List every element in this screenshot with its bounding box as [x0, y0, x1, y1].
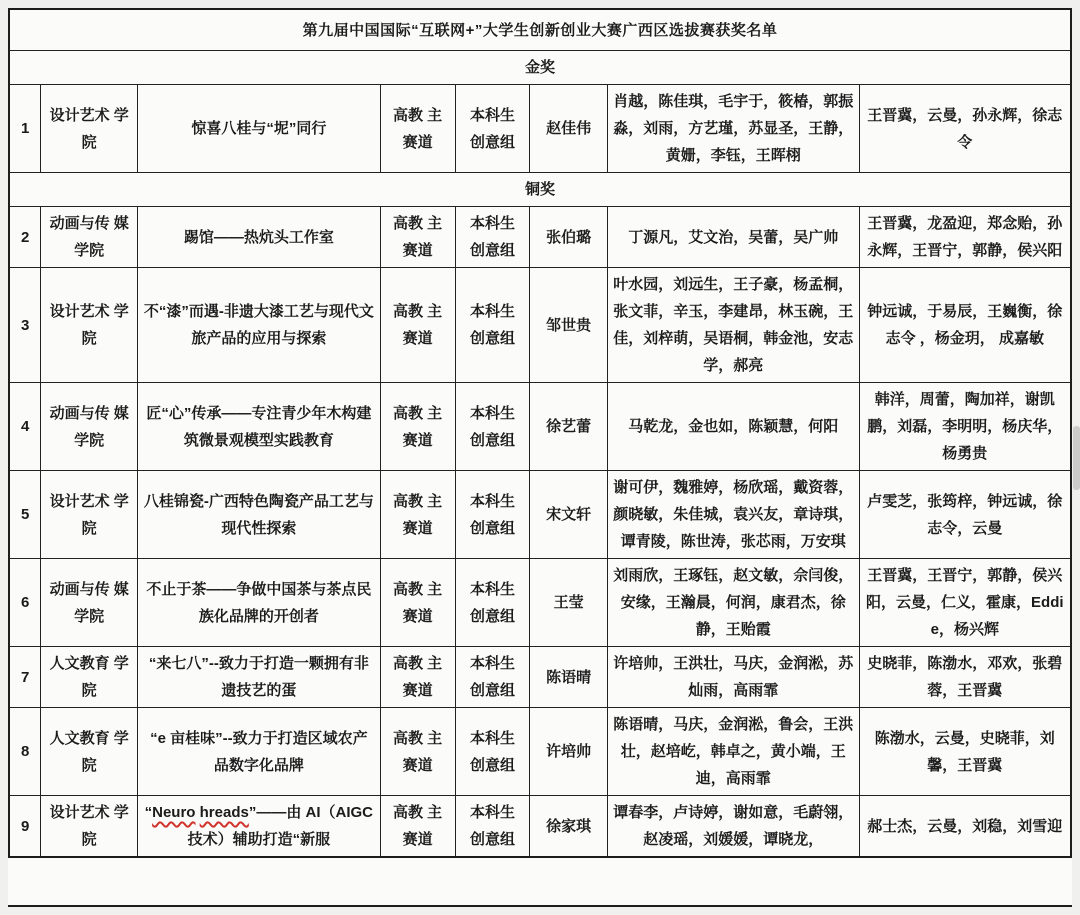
cell-project: “来七八”--致力于打造一颗拥有非遗技艺的蛋: [138, 647, 381, 708]
cell-number: 8: [9, 708, 41, 796]
cell-group: 本科生 创意组: [455, 647, 530, 708]
cell-members: 许培帅，王洪壮，马庆，金润淞，苏灿雨，高雨霏: [607, 647, 859, 708]
cell-advisors: 钟远诚，于易辰，王巍衡，徐志令 ，杨金玥， 成嘉敏: [859, 268, 1071, 383]
cell-college: 设计艺术 学院: [41, 796, 138, 858]
cell-group: 本科生 创意组: [455, 268, 530, 383]
cell-track: 高教 主赛道: [380, 471, 455, 559]
cell-number: 3: [9, 268, 41, 383]
table-row: [9, 559, 1071, 647]
cell-project: 八桂锦瓷-广西特色陶瓷产品工艺与现代性探索: [138, 471, 381, 559]
cell-college: 设计艺术 学院: [41, 85, 138, 173]
section-row: [9, 173, 1071, 207]
cell-members: 谭春李，卢诗婷，谢如意，毛蔚翎，赵凌瑶，刘媛媛，谭晓龙，: [607, 796, 859, 858]
cell-group: 本科生 创意组: [455, 85, 530, 173]
cell-project: “e 亩桂味”--致力于打造区域农产品数字化品牌: [138, 708, 381, 796]
cell-leader: 陈语晴: [530, 647, 608, 708]
cell-group: 本科生 创意组: [455, 207, 530, 268]
awards-tbody: [9, 9, 1071, 857]
cell-advisors: 王晋冀，王晋宁，郭静，侯兴阳，云曼，仁义，霍康，Eddie，杨兴辉: [859, 559, 1071, 647]
cell-number: 5: [9, 471, 41, 559]
cell-track: 高教 主赛道: [380, 647, 455, 708]
cell-track: 高教 主赛道: [380, 796, 455, 858]
cell-group: 本科生 创意组: [455, 559, 530, 647]
cell-members: 叶水园，刘远生，王子豪，杨孟桐，张文菲，辛玉，李建昂，林玉碗，王佳，刘梓萌，吴语桐，韩金池，安志学，郝亮: [607, 268, 859, 383]
cell-members: 马乾龙，金也如，陈颖慧，何阳: [607, 383, 859, 471]
cell-track: 高教 主赛道: [380, 559, 455, 647]
cell-project: 踢馆——热炕头工作室: [138, 207, 381, 268]
cell-advisors: 卢雯芝，张筠梓，钟远诚，徐志令，云曼: [859, 471, 1071, 559]
cell-project: “Neuro hreads”——由 AI（AIGC 技术）辅助打造“新服: [138, 796, 381, 858]
page-title: 第九届中国国际“互联网+”大学生创新创业大赛广西区选拔赛获奖名单: [9, 9, 1071, 51]
cell-number: 7: [9, 647, 41, 708]
awards-table: [8, 8, 1072, 858]
cell-leader: 邹世贵: [530, 268, 608, 383]
table-row: [9, 207, 1071, 268]
table-row: [9, 268, 1071, 383]
cell-college: 人文教育 学院: [41, 708, 138, 796]
cell-number: 9: [9, 796, 41, 858]
cell-leader: 张伯璐: [530, 207, 608, 268]
cell-leader: 王莹: [530, 559, 608, 647]
table-row: [9, 647, 1071, 708]
table-row: [9, 383, 1071, 471]
cell-advisors: 韩洋，周蕾，陶加祥，谢凯鹏，刘磊，李明明，杨庆华，杨勇贵: [859, 383, 1071, 471]
cell-college: 设计艺术 学院: [41, 471, 138, 559]
cell-members: 陈语晴，马庆，金润淞，鲁会，王洪壮，赵培屹，韩卓之，黄小端，王迪，高雨霏: [607, 708, 859, 796]
cell-leader: 许培帅: [530, 708, 608, 796]
cell-advisors: 史晓菲，陈渤水，邓欢，张碧蓉，王晋冀: [859, 647, 1071, 708]
cell-college: 动画与传 媒学院: [41, 383, 138, 471]
cell-group: 本科生 创意组: [455, 383, 530, 471]
cell-members: 刘雨欣，王琢钰，赵文敏，佘闫俊，安缘，王瀚晨，何润，康君杰，徐静，王贻霞: [607, 559, 859, 647]
cell-project: 不“漆”而遇-非遗大漆工艺与现代文旅产品的应用与探索: [138, 268, 381, 383]
cell-college: 人文教育 学院: [41, 647, 138, 708]
cell-track: 高教 主赛道: [380, 207, 455, 268]
cell-college: 设计艺术 学院: [41, 268, 138, 383]
cell-track: 高教 主赛道: [380, 383, 455, 471]
cell-members: 丁源凡，艾文治，吴蕾，吴广帅: [607, 207, 859, 268]
table-clip: [8, 8, 1072, 907]
scrollbar-thumb[interactable]: [1073, 426, 1080, 490]
cell-track: 高教 主赛道: [380, 708, 455, 796]
cell-group: 本科生 创意组: [455, 471, 530, 559]
cell-college: 动画与传 媒学院: [41, 559, 138, 647]
cell-group: 本科生 创意组: [455, 796, 530, 858]
cell-project: 惊喜八桂与“坭”同行: [138, 85, 381, 173]
cell-leader: 徐艺蕾: [530, 383, 608, 471]
cell-advisors: 郝士杰，云曼，刘稳，刘雪迎: [859, 796, 1071, 858]
cell-members: 谢可伊，魏雅婷，杨欣瑶，戴资蓉，颜晓敏，朱佳城，袁兴友，章诗琪，谭青陵，陈世涛，张芯雨，万安琪: [607, 471, 859, 559]
table-row: [9, 796, 1071, 858]
section-label: 铜奖: [9, 173, 1071, 207]
cell-project: 不止于茶——争做中国茶与茶点民族化品牌的开创者: [138, 559, 381, 647]
cell-leader: 徐家琪: [530, 796, 608, 858]
section-label: 金奖: [9, 51, 1071, 85]
cell-members: 肖越，陈佳琪，毛宇于，筱椿，郭振淼，刘雨，方艺瑾，苏显圣，王静，黄姗，李钰，王晖栩: [607, 85, 859, 173]
cell-advisors: 王晋冀，龙盈迎，郑念贻，孙永辉，王晋宁，郭静，侯兴阳: [859, 207, 1071, 268]
cell-number: 2: [9, 207, 41, 268]
cell-number: 1: [9, 85, 41, 173]
cell-project: 匠“心”传承——专注青少年木构建筑微景观模型实践教育: [138, 383, 381, 471]
cell-advisors: 王晋冀，云曼，孙永辉，徐志令: [859, 85, 1071, 173]
cell-advisors: 陈渤水，云曼，史晓菲，刘馨，王晋冀: [859, 708, 1071, 796]
cell-leader: 宋文轩: [530, 471, 608, 559]
spellcheck-word: hreads: [199, 804, 249, 821]
cell-track: 高教 主赛道: [380, 268, 455, 383]
section-row: [9, 51, 1071, 85]
cell-college: 动画与传 媒学院: [41, 207, 138, 268]
table-row: [9, 708, 1071, 796]
title-row: [9, 9, 1071, 51]
cell-number: 6: [9, 559, 41, 647]
cell-track: 高教 主赛道: [380, 85, 455, 173]
cell-leader: 赵佳伟: [530, 85, 608, 173]
cell-group: 本科生 创意组: [455, 708, 530, 796]
table-row: [9, 85, 1071, 173]
spellcheck-word: Neuro: [152, 804, 196, 821]
cell-number: 4: [9, 383, 41, 471]
table-row: [9, 471, 1071, 559]
